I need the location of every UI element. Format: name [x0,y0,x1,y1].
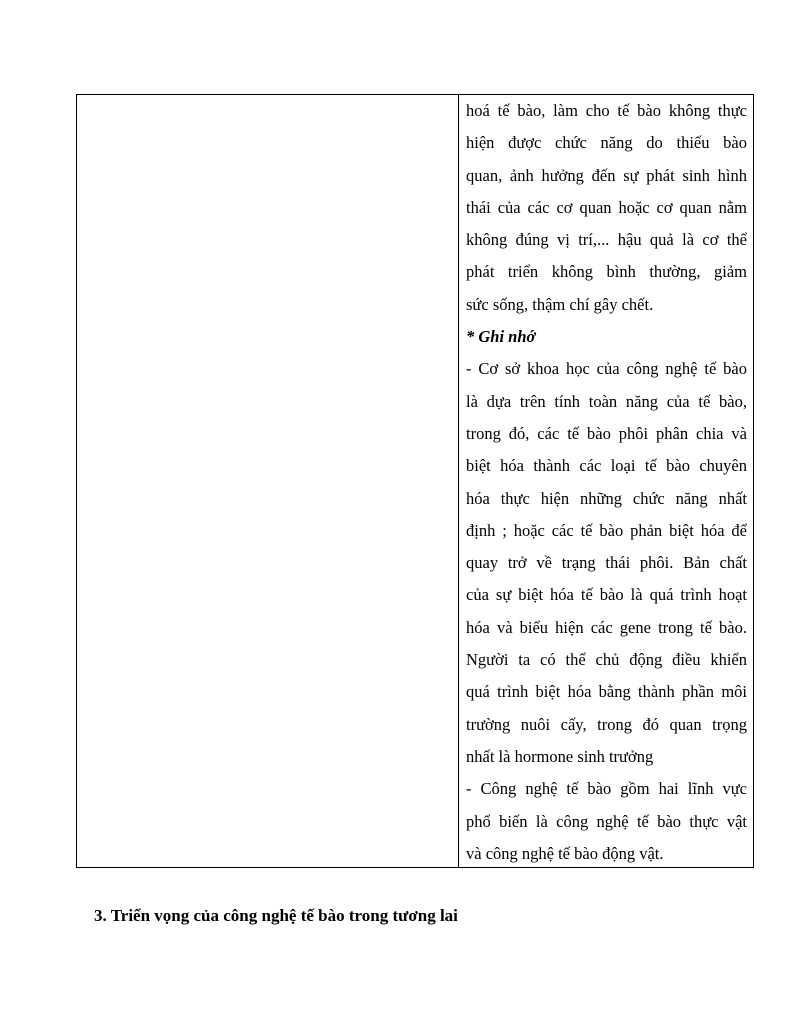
text-line: thái của các cơ quan hoặc cơ quan nằm [466,197,747,217]
text-line: trường nuôi cấy, trong đó quan trọng [466,714,747,734]
text-line: biệt hóa thành các loại tế bào chuyên [466,456,747,476]
text-line: hoá tế bào, làm cho tế bào không thực [466,101,747,120]
text-line: hóa thực hiện những chức năng nhất [466,488,747,508]
table-right-cell [459,95,753,867]
paragraph-fields [466,773,747,870]
text-line: không đúng vị trí,... hậu quả là cơ thể [466,230,747,250]
text-line: Người ta có thể chủ động điều khiển [466,650,747,670]
memo-heading: * Ghi nhớ [466,327,536,347]
text-line: quá trình biệt hóa bằng thành phần môi [466,682,747,702]
text-line: hóa và biểu hiện các gene trong tế bào. [466,617,747,637]
section-heading: 3. Triển vọng của công nghệ tế bào trong tương lai [94,906,458,925]
content-table [76,94,754,868]
paragraph-consequences [466,95,747,321]
text-line: và công nghệ tế bào động vật. [466,843,664,863]
text-line: định ; hoặc các tế bào phản biệt hóa để [466,520,747,540]
paragraph-scientific-basis [466,353,747,773]
text-line: là dựa trên tính toàn năng của tế bào, [466,391,747,411]
text-line: quay trở về trạng thái phôi. Bản chất [466,553,747,573]
text-line: phát triển không bình thường, giảm [466,262,747,282]
text-line: của sự biệt hóa tế bào là quá trình hoạt [466,585,747,605]
text-line: - Cơ sở khoa học của công nghệ tế bào [466,359,747,379]
text-line: sức sống, thậm chí gây chết. [466,294,654,314]
text-line: phổ biến là công nghệ tế bào thực vật [466,811,747,831]
text-line: trong đó, các tế bào phôi phân chia và [466,423,747,443]
table-left-cell [77,95,459,867]
text-line: quan, ảnh hưởng đến sự phát sinh hình [466,165,747,185]
text-line: nhất là hormone sinh trưởng [466,746,654,766]
text-line: - Công nghệ tế bào gồm hai lĩnh vực [466,779,747,799]
text-line: hiện được chức năng do thiếu bào [466,133,747,153]
